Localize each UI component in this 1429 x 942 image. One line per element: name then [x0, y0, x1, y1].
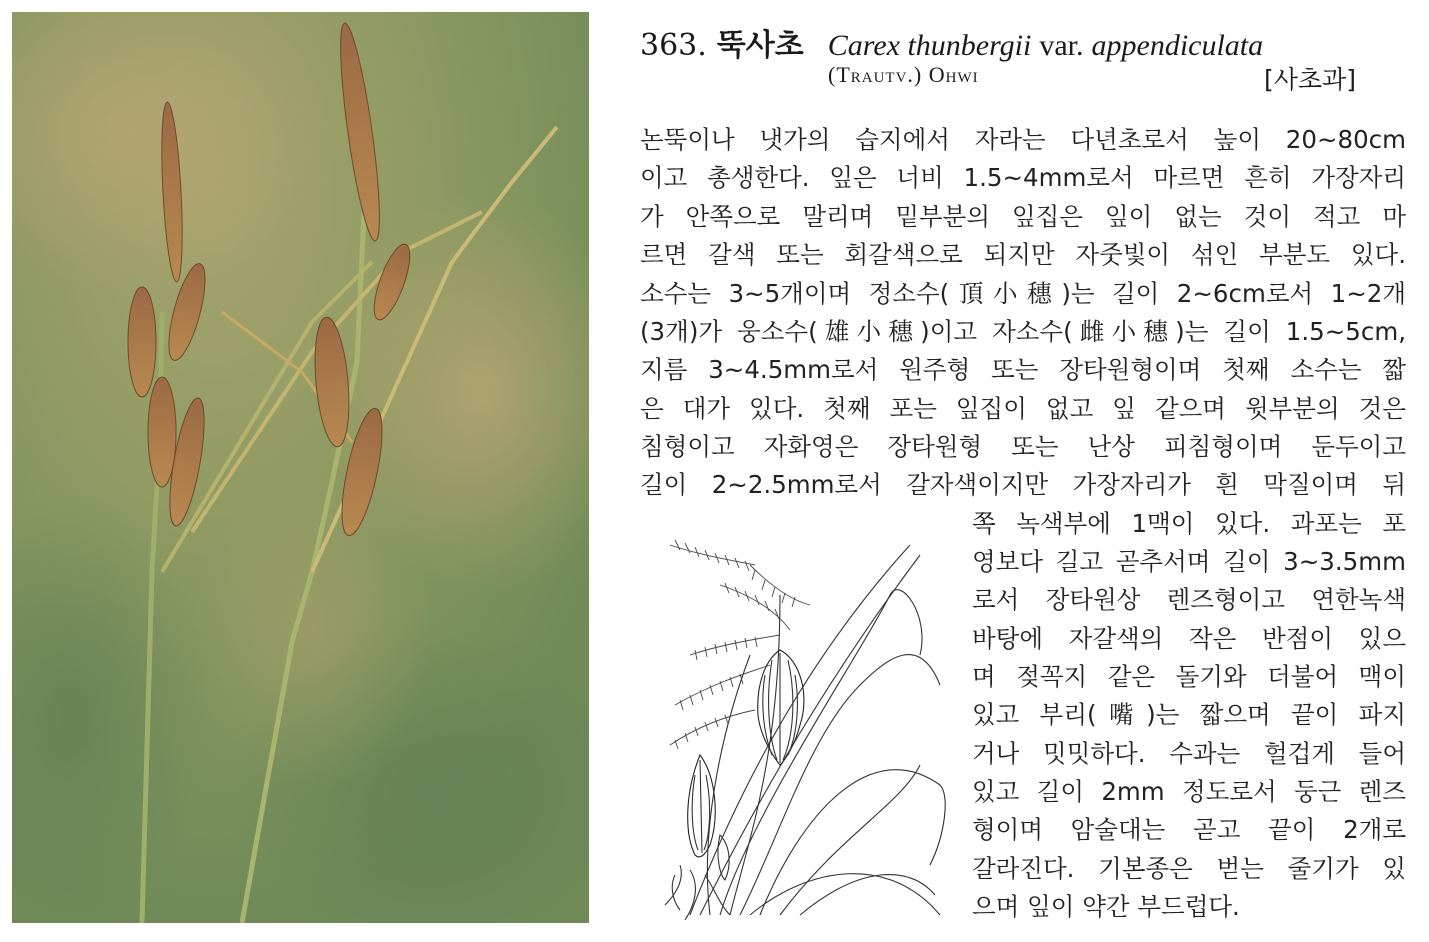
body-line: 있고 길이 2mm 정도로서 둥근 렌즈	[972, 777, 1406, 806]
plant-photo	[12, 12, 589, 923]
body-line: 형이며 암술대는 곧고 끝이 2개로	[972, 815, 1406, 844]
body-line: 논뚝이나 냇가의 습지에서 자라는 다년초로서 높이 20~80cm	[640, 125, 1406, 154]
korean-name: 뚝사초	[716, 28, 804, 63]
body-line: 쪽 녹색부에 1맥이 있다. 과포는 포	[972, 509, 1406, 538]
body-line: 이고 총생한다. 잎은 너비 1.5~4mm로서 마르면 흔히 가장자리	[640, 163, 1406, 192]
body-line: 르면 갈색 또는 회갈색으로 되지만 자줏빛이 섞인 부분도 있다.	[640, 240, 1406, 269]
body-line: 거나 밋밋하다. 수과는 헐겁게 들어	[972, 739, 1406, 768]
body-line: 로서 장타원상 렌즈형이고 연한녹색	[972, 585, 1406, 614]
body-line: 으며 잎이 약간 부드럽다.	[972, 892, 1240, 921]
body-line: 갈라진다. 기본종은 벋는 줄기가 있	[972, 854, 1406, 883]
entry-title	[640, 20, 1263, 64]
body-line: 며 젖꼭지 같은 돌기와 더불어 맥이	[972, 662, 1406, 691]
var-label: var.	[1039, 29, 1084, 62]
body-line: 영보다 길고 곧추서며 길이 3~3.5mm	[972, 547, 1406, 576]
botanical-illustration	[660, 535, 950, 920]
body-line: 있고 부리(嘴)는 짧으며 끝이 파지	[972, 700, 1406, 729]
body-line: 가 안쪽으로 말리며 밑부분의 잎집은 잎이 없는 것이 적고 마	[640, 202, 1406, 231]
body-line: 은 대가 있다. 첫째 포는 잎집이 없고 잎 같으며 윗부분의 것은	[640, 394, 1407, 423]
body-line: 침형이고 자화영은 장타원형 또는 난상 피침형이며 둔두이고	[640, 432, 1406, 461]
body-line: 소수는 3~5개이며 정소수(頂小穗)는 길이 2~6cm로서 1~2개	[640, 279, 1406, 308]
body-line: 바탕에 자갈색의 작은 반점이 있으	[972, 624, 1406, 653]
body-line: 길이 2~2.5mm로서 갈자색이지만 가장자리가 흰 막질이며 뒤	[640, 470, 1406, 499]
authority: (Trautv.) Ohwi	[828, 62, 979, 87]
family-name: [사초과]	[1264, 65, 1356, 94]
entry-number: 363.	[640, 28, 707, 63]
variety-name: appendiculata	[1091, 29, 1264, 62]
body-line: (3개)가 웅소수(雄小穗)이고 자소수(雌小穗)는 길이 1.5~5cm,	[640, 317, 1406, 346]
body-line: 지름 3~4.5mm로서 원주형 또는 장타원형이며 첫째 소수는 짧	[640, 355, 1406, 384]
scientific-name: Carex thunbergii	[827, 29, 1032, 62]
